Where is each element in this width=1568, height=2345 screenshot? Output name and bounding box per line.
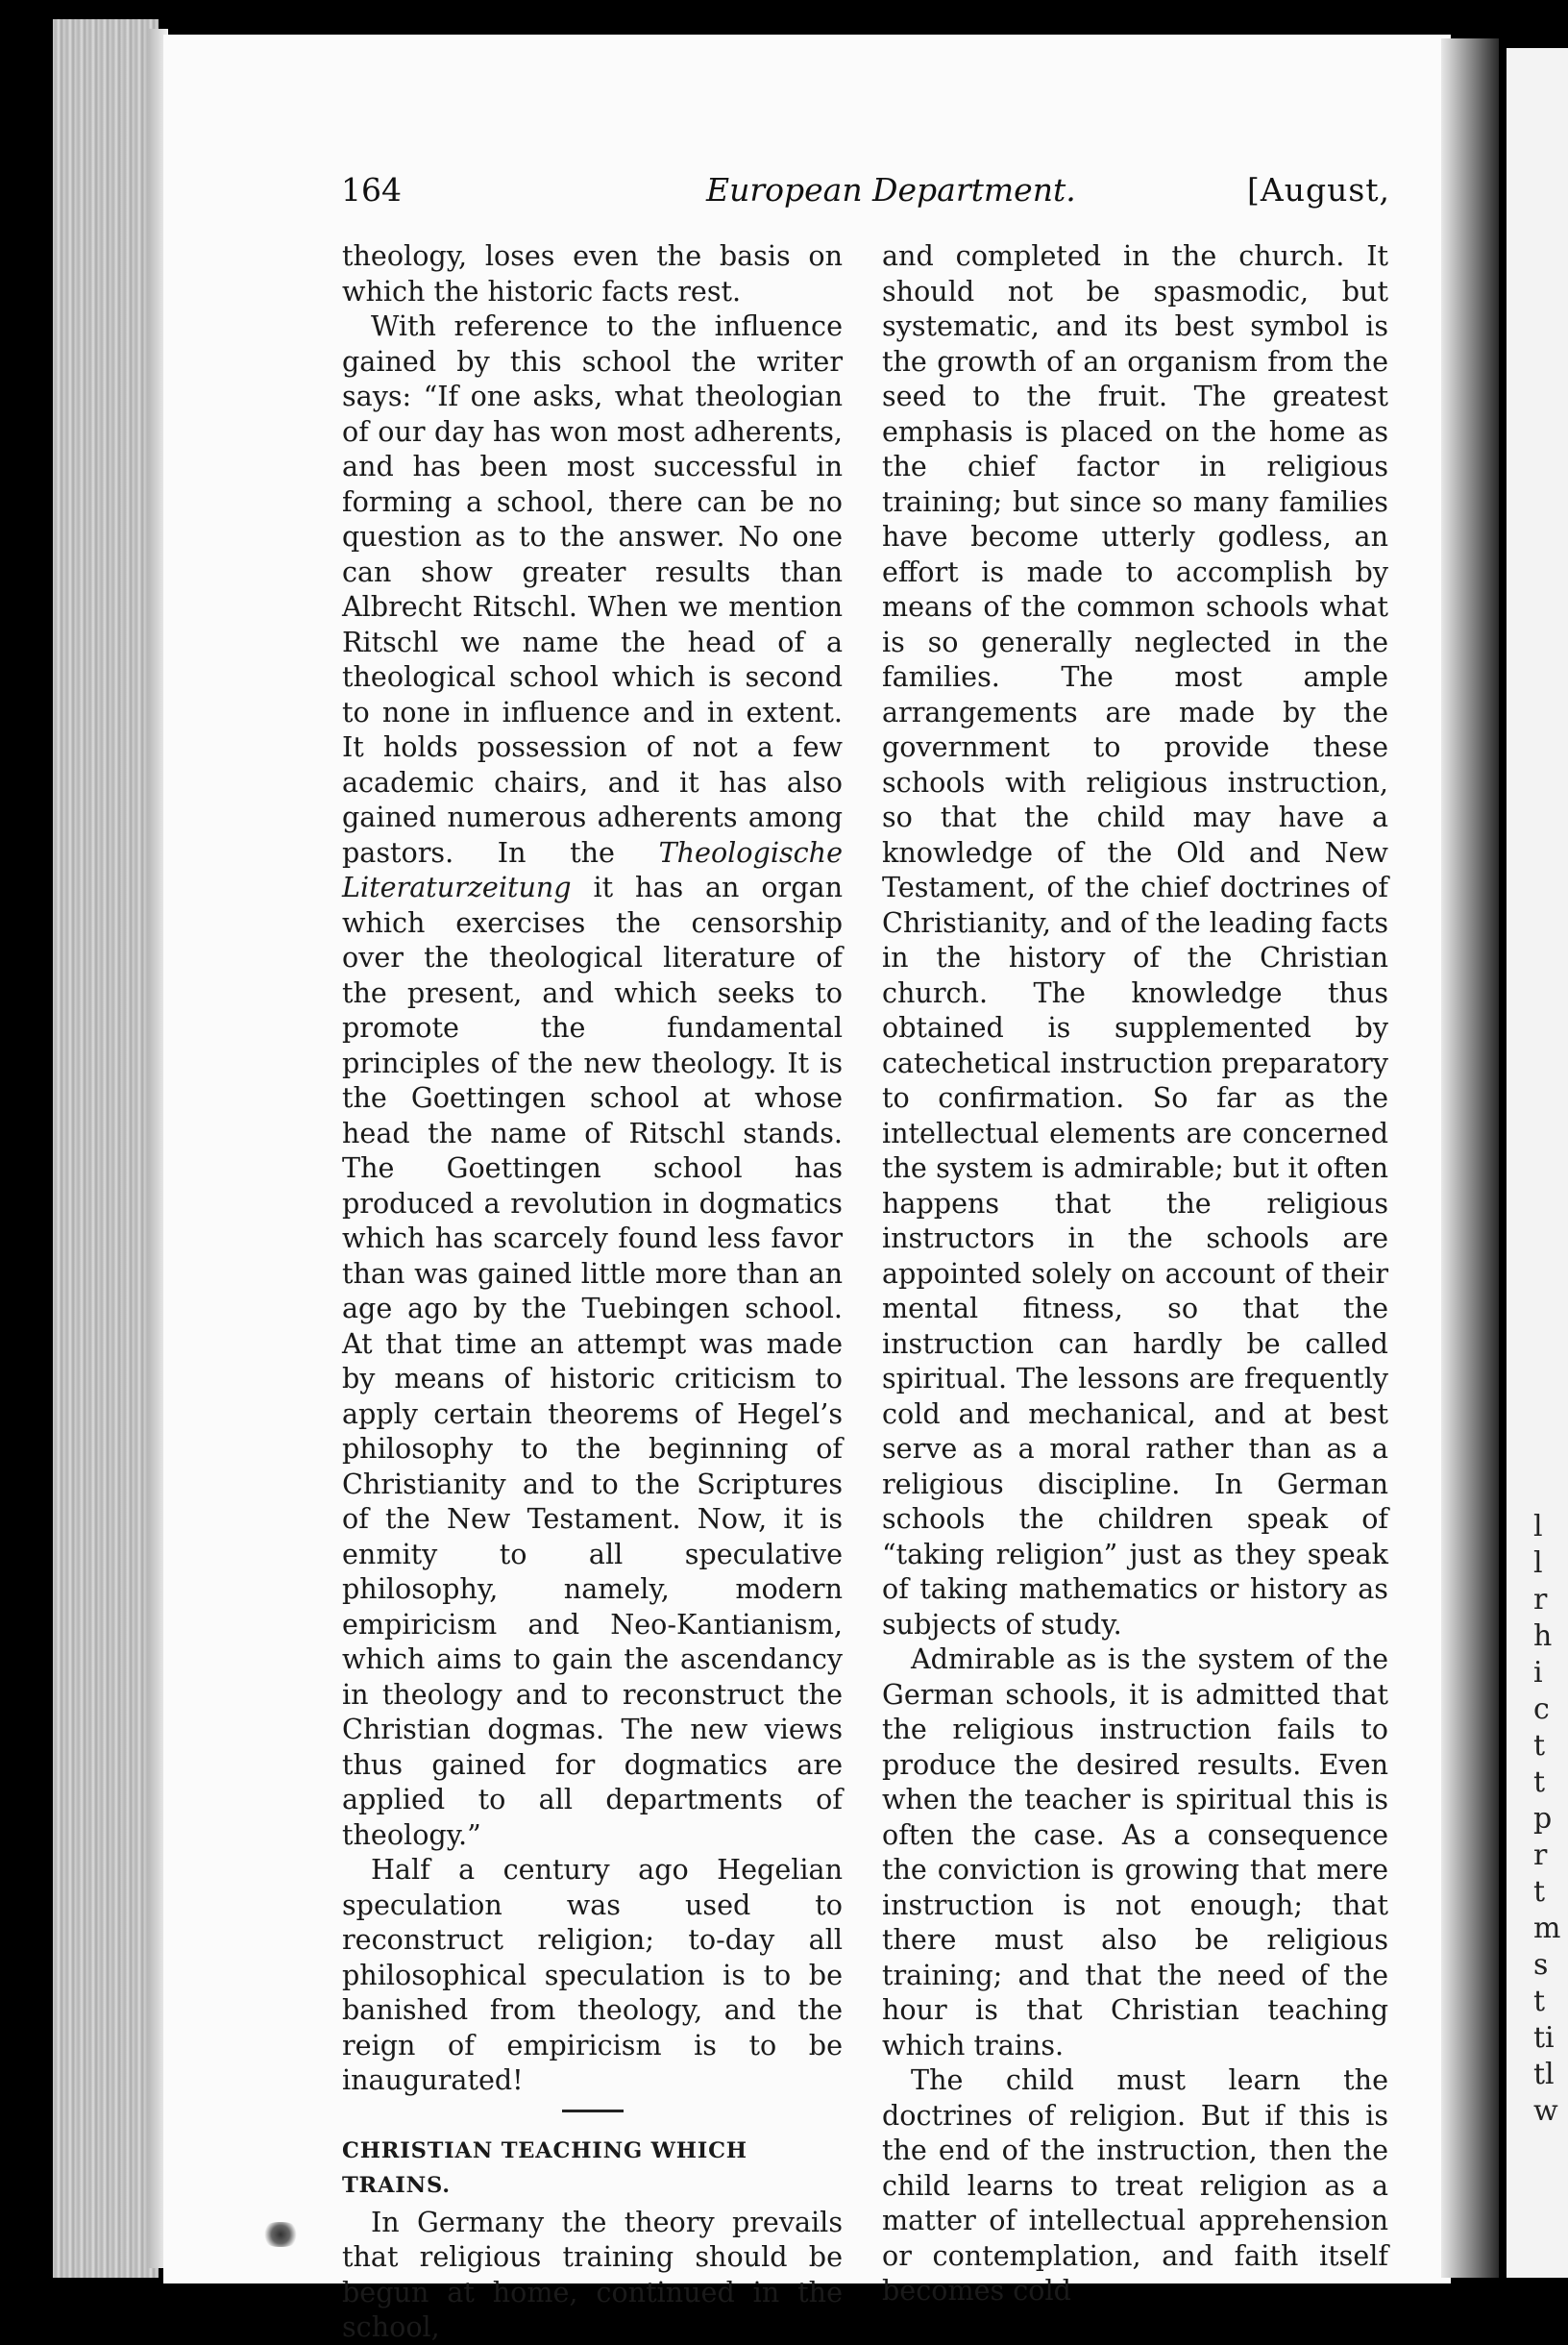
facing-page-fragment: tl	[1533, 2058, 1555, 2091]
facing-page-fragment: s	[1533, 1948, 1549, 1982]
paragraph: and completed in the church. It should not be spasmodic, but systematic, and its best symbol is the growth of an organism from the seed to the fruit. The greatest emphasis is placed on the home as the chief factor in religious training; but since so many families have become utterly godless, an effort is made to accomplish by means of the common schools what is so generally neglected in the families. The most ample arrangements are made by the government to provide these schools with religious instruction, so that the child may have a knowledge of the Old and New Testament, of the chief doctrines of Christianity, and of the leading facts in the history of the Christian church. The knowledge thus obtained is supplemented by catechetical instruction preparatory to confirmation. So far as the intellectual elements are concerned the system is admirable; but it often happens that the religious instructors in the schools are appointed solely on account of their mental fitness, so that the instruction can hardly be called spiritual. The lessons are frequently cold and mechanical, and at best serve as a moral rather than as a religious discipline. In German schools the children speak of “taking religion” just as they speak of taking mathematics or history as subjects of study.	[882, 239, 1388, 1641]
facing-page-fragment: t	[1533, 1875, 1546, 1909]
page-number: 164	[341, 171, 402, 209]
journal-title: Theologische Literaturzeitung	[342, 835, 843, 903]
section-heading: CHRISTIAN TEACHING WHICH TRAINS.	[342, 2137, 747, 2198]
book-gutter	[1441, 38, 1499, 2278]
facing-page-fragment: i	[1533, 1656, 1543, 1690]
facing-page-fragment: l	[1533, 1510, 1543, 1543]
paragraph-quote	[342, 309, 843, 1852]
paragraph: Half a century ago Hegelian speculation was used to reconstruct religion; to-day all philosophical speculation is to be banished from theology, and the reign of empiricism is to be inaugurated!	[342, 1853, 843, 2096]
paragraph: theology, loses even the basis on which the historic facts rest.	[342, 239, 843, 308]
facing-page-fragment: m	[1533, 1912, 1561, 1945]
facing-page-fragment: r	[1533, 1583, 1548, 1617]
text-span: it has an organ which exercises the censorship over the theological literature of the present, and which seeks to promote the fundamental principles of the new theology. It is the Goettingen school at whose head the name of Ritschl stands. The Goettingen school has produced a revolution in dogmatics which has scarcely found less favor than was gained little more than an age ago by the Tuebingen school. At that time an attempt was made by means of historic criticism to apply certain theorems of Hegel’s philosophy to the beginning of Christianity and to the Scriptures of the New Testament. Now, it is enmity to all speculative philosophy, namely, modern empiricism and Neo-Kantianism, which aims to gain the ascendancy in theology and to reconstruct the Christian dogmas. The new views thus gained for dogmatics are applied to all departments of theology.”	[342, 871, 843, 1851]
facing-page-fragment: t	[1533, 1729, 1546, 1763]
facing-page-fragment: r	[1533, 1839, 1548, 1872]
facing-page-fragment: ti	[1533, 2021, 1555, 2055]
facing-page-fragment: t	[1533, 1985, 1546, 2018]
facing-page-fragment: p	[1533, 1802, 1553, 1836]
facing-page-fragment: h	[1533, 1619, 1553, 1653]
running-month: [August,	[1247, 171, 1391, 209]
paragraph: Admirable as is the system of the German schools, it is admitted that the religious instruction fails to produce the desired results. Even when the teacher is spiritual this is often the case. As a consequence the conviction is growing that mere instruction is not enough; that there must also be religious training; and that the need of the hour is that Christian teaching which trains.	[882, 1642, 1388, 2061]
page-stack-edge	[53, 19, 159, 2278]
ink-smudge	[261, 2222, 300, 2247]
facing-page-fragment: c	[1533, 1692, 1550, 1726]
right-column	[882, 238, 1388, 2308]
facing-page-fragment: l	[1533, 1546, 1543, 1580]
running-title: European Department.	[706, 171, 1076, 209]
paragraph: The child must learn the doctrines of religion. But if this is the end of the instruction, then the child learns to treat religion as a matter of intellectual apprehension or contemplation, and faith itself becomes cold	[882, 2063, 1388, 2307]
facing-page-fragment: w	[1533, 2094, 1558, 2128]
section-divider	[562, 2110, 624, 2112]
text-span: With reference to the influence gained by this school the writer says: “If one asks, what theologian of our day has won most adherents, and has been most successful in forming a school, there can be no question as to the answer. No one can show greater results than Albrecht Ritschl. When we mention Ritschl we name the head of a theological school which is second to none in influence and in extent. It holds possession of not a few academic chairs, and it has also gained numerous adherents among pastors. In the	[342, 309, 843, 869]
facing-page-text	[1533, 1509, 1568, 2130]
left-column	[342, 238, 843, 2345]
facing-page-fragment: t	[1533, 1765, 1546, 1799]
scan-border-top	[0, 0, 1568, 37]
paragraph: In Germany the theory prevails that religious training should be begun at home, continued in the school,	[342, 2205, 843, 2343]
